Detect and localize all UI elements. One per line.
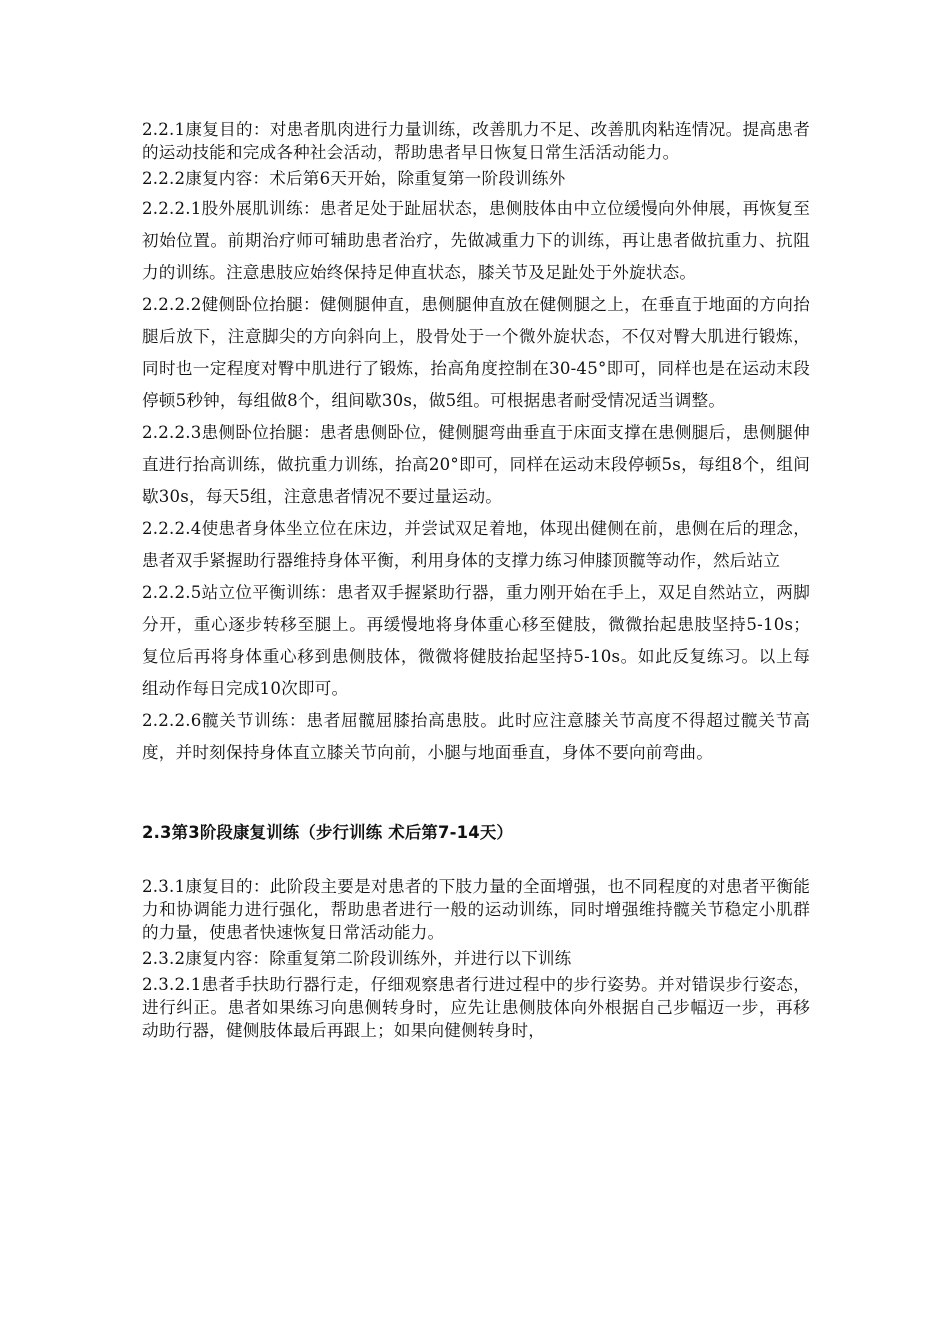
paragraph-2-2-2-1: 2.2.2.1股外展肌训练：患者足处于趾屈状态，患侧肢体由中立位缓慢向外伸展，再恢复至初始位置。前期治疗师可辅助患者治疗，先做减重力下的训练，再让患者做抗重力、抗阻力的训练。注意患肢应始终保持足伸直状态，膝关节及足趾处于外旋状态。 bbox=[142, 199, 810, 282]
paragraph-2-2-2-6: 2.2.2.6髋关节训练：患者屈髋屈膝抬高患肢。此时应注意膝关节高度不得超过髋关节高度，并时刻保持身体直立膝关节向前，小腿与地面垂直，身体不要向前弯曲。 bbox=[142, 711, 810, 762]
paragraph-2-2-1: 2.2.1康复目的：对患者肌肉进行力量训练，改善肌力不足、改善肌肉粘连情况。提高患者的运动技能和完成各种社会活动，帮助患者早日恢复日常生活活动能力。 bbox=[142, 120, 810, 162]
paragraph-2-2-2: 2.2.2康复内容：术后第6天开始，除重复第一阶段训练外 bbox=[142, 169, 566, 188]
paragraph-2-3-2: 2.3.2康复内容：除重复第二阶段训练外，并进行以下训练 bbox=[142, 949, 572, 968]
paragraph-2-2-2-4: 2.2.2.4使患者身体坐立位在床边，并尝试双足着地，体现出健侧在前，患侧在后的理念，患者双手紧握助行器维持身体平衡，利用身体的支撑力练习伸膝顶髋等动作，然后站立 bbox=[142, 519, 810, 570]
paragraph-2-2-2-3: 2.2.2.3患侧卧位抬腿：患者患侧卧位，健侧腿弯曲垂直于床面支撑在患侧腿后，患侧腿伸直进行抬高训练，做抗重力训练，抬高20°即可，同样在运动末段停顿5s，每组8个，组间歇30s，每天5组，注意患者情况不要过量运动。 bbox=[142, 423, 810, 506]
document-page bbox=[142, 118, 810, 1045]
paragraph-2-3-1: 2.3.1康复目的：此阶段主要是对患者的下肢力量的全面增强，也不同程度的对患者平衡能力和协调能力进行强化，帮助患者进行一般的运动训练，同时增强维持髋关节稳定小肌群的力量，使患者快速恢复日常活动能力。 bbox=[142, 877, 810, 942]
paragraph-2-2-2-5: 2.2.2.5站立位平衡训练：患者双手握紧助行器，重力刚开始在手上，双足自然站立，两脚分开，重心逐步转移至腿上。再缓慢地将身体重心移至健肢，微微抬起患肢坚持5-10s；复位后再将身体重心移到患侧肢体，微微将健肢抬起坚持5-10s。如此反复练习。以上每组动作每日完成10次即可。 bbox=[142, 583, 810, 698]
paragraph-2-2-2-2: 2.2.2.2健侧卧位抬腿：健侧腿伸直，患侧腿伸直放在健侧腿之上，在垂直于地面的方向抬腿后放下，注意脚尖的方向斜向上，股骨处于一个微外旋状态，不仅对臀大肌进行锻炼，同时也一定程度对臀中肌进行了锻炼，抬高角度控制在30-45°即可，同样也是在运动末段停顿5秒钟，每组做8个，组间歇30s，做5组。可根据患者耐受情况适当调整。 bbox=[142, 295, 810, 410]
paragraph-2-3-2-1: 2.3.2.1患者手扶助行器行走，仔细观察患者行进过程中的步行姿势。并对错误步行姿态，进行纠正。患者如果练习向患侧转身时，应先让患侧肢体向外根据自己步幅迈一步，再移动助行器，健侧肢体最后再跟上；如果向健侧转身时， bbox=[142, 975, 810, 1040]
section-heading-2-3: 2.3第3阶段康复训练（步行训练 术后第7-14天） bbox=[142, 823, 514, 842]
